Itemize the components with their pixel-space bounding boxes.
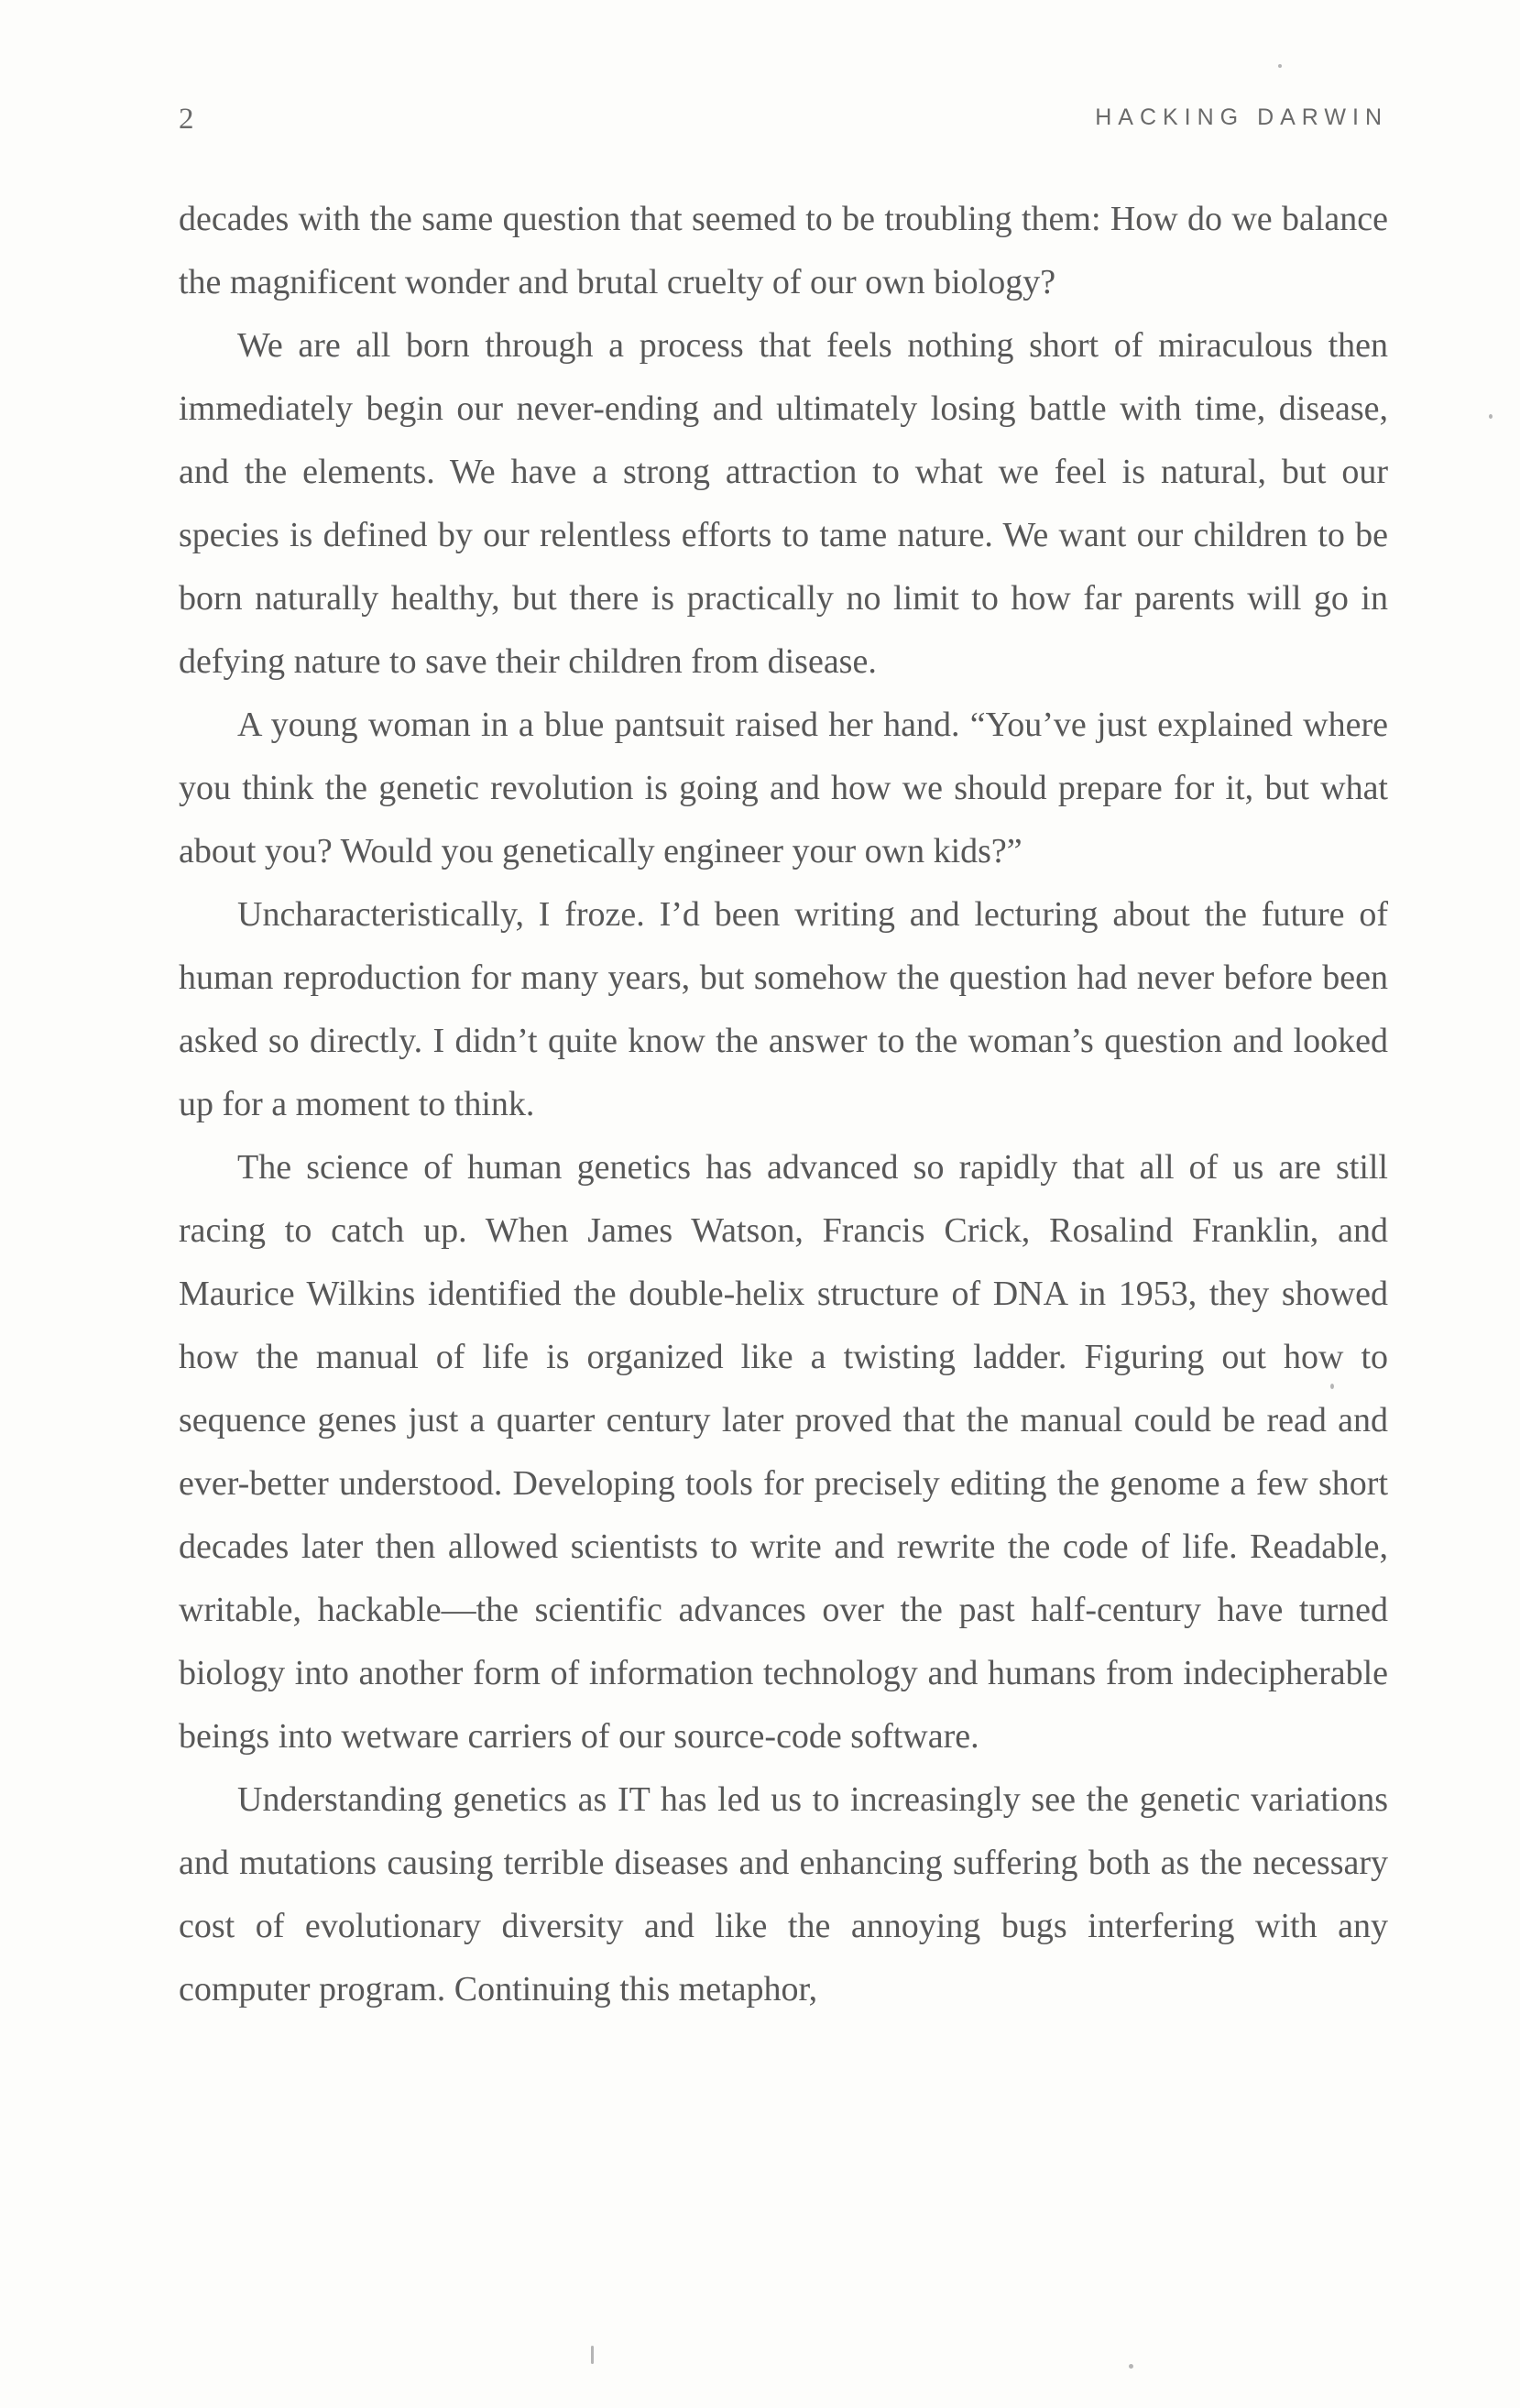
scan-speck [1278,64,1282,68]
paragraph-continuation: decades with the same question that seemed to be troubling them: How do we balance the magnificent wonder and brutal cruelty of our own biology? [179,200,1388,301]
scan-speck [1330,1384,1334,1389]
running-head [179,103,1388,148]
paragraph: Uncharacteristically, I froze. I’d been writing and lecturing about the future of human reproduction for many years, but somehow the question had never before been asked so directly. I didn’t quite know the answer to the woman’s question and looked up for a moment to think. [179,895,1388,1123]
paragraph: Understanding genetics as IT has led us to increasingly see the genetic variations and mutations causing terrible diseases and enhancing suffering both as the necessary cost of evolutionary diversity and like the annoying bugs interfering with any computer program. Continuing this metaphor, [179,1780,1388,2008]
scan-speck [591,2346,594,2364]
body-text [179,188,1388,2021]
paragraph: The science of human genetics has advanced so rapidly that all of us are still racing to catch up. When James Watson, Francis Crick, Rosalind Franklin, and Maurice Wilkins identified the double-helix structure of DNA in 1953, they showed how the manual of life is organized like a twisting ladder. Figuring out how to sequence genes just a quarter century later proved that the manual could be read and ever-better understood. Developing tools for precisely editing the genome a few short decades later then allowed scientists to write and rewrite the code of life. Readable, writable, hackable—the scientific advances over the past half-century have turned biology into another form of information technology and humans from indecipherable beings into wetware carriers of our source-code software. [179,1148,1388,1756]
page-number: 2 [179,103,194,136]
scan-speck [1489,414,1493,419]
paragraph: A young woman in a blue pantsuit raised her hand. “You’ve just explained where you think the genetic revolution is going and how we should prepare for it, but what about you? Would you genetically engineer your own kids?” [179,706,1388,870]
scan-speck [1129,2364,1133,2369]
paragraph: We are all born through a process that feels nothing short of miraculous then immediately begin our never-ending and ultimately losing battle with time, disease, and the elements. We have a strong attraction to what we feel is natural, but our species is defined by our relentless efforts to tame nature. We want our children to be born naturally healthy, but there is practically no limit to how far parents will go in defying nature to save their children from disease. [179,326,1388,681]
book-title: HACKING DARWIN [1095,104,1388,130]
